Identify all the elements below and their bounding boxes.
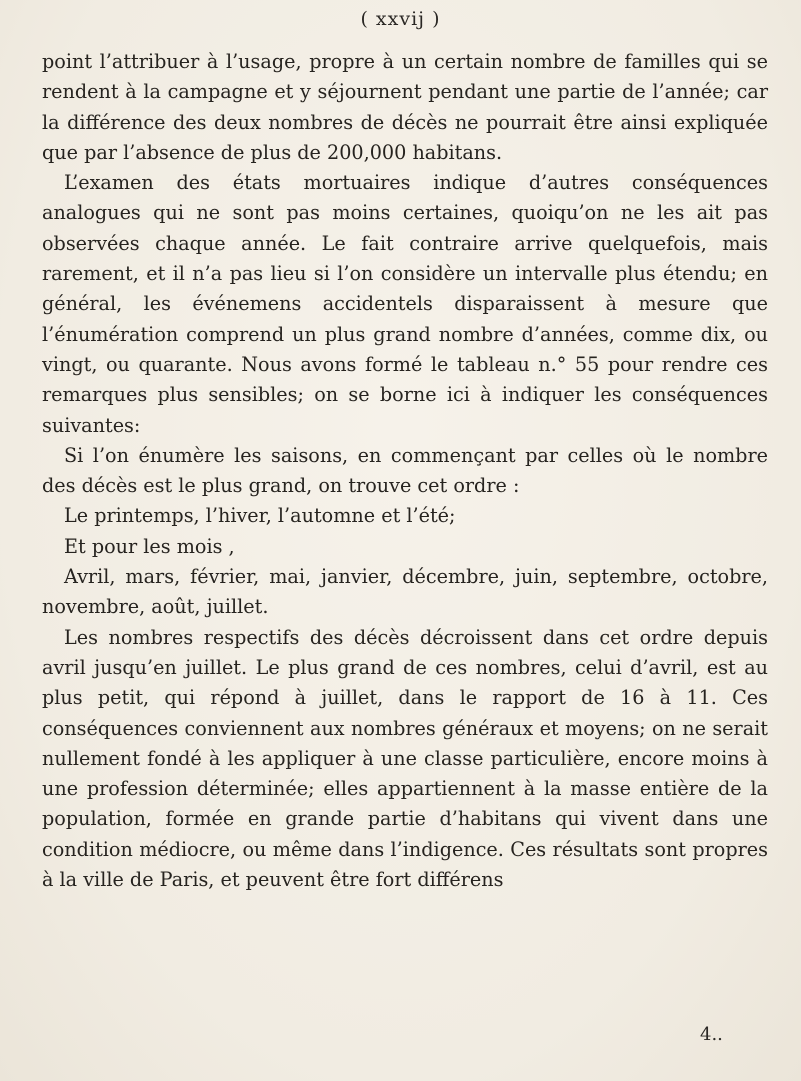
paragraph: Et pour les mois , <box>64 534 235 558</box>
body-text <box>42 47 768 895</box>
catchword: 4.. <box>700 1024 723 1045</box>
paragraph: Le printemps, l’hiver, l’automne et l’été; <box>64 504 456 528</box>
paragraph: L’examen des états mortuaires indique d’autres conséquences analogues qui ne sont pas moins certaines, quoiqu’on ne les ait pas observées chaque année. Le fait contraire arrive quelquefois, mais rarement, et il n’a pas lieu si l’on considère un intervalle plus étendu; en général, les événemens accidentels disparaissent à mesure que l’énumération comprend un plus grand nombre d’années, comme dix, ou vingt, ou quarante. Nous avons formé le tableau n.° 55 pour rendre ces remarques plus sensibles; on se borne ici à indiquer les conséquences suivantes: <box>42 171 768 437</box>
paragraph: Avril, mars, février, mai, janvier, décembre, juin, septembre, octobre, novembre, août, juillet. <box>42 565 768 619</box>
paragraph: Si l’on énumère les saisons, en commençant par celles où le nombre des décès est le plus grand, on trouve cet ordre : <box>42 443 768 498</box>
paragraph: point l’attribuer à l’usage, propre à un certain nombre de familles qui se rendent à la campagne et y séjournent pendant une partie de l’année; car la différence des deux nombres de décès ne pourrait être ainsi expliquée que par l’absence de plus de 200,000 habitans. <box>42 50 768 164</box>
page-header: ( xxvij ) <box>360 8 441 30</box>
paragraph: Les nombres respectifs des décès décroissent dans cet ordre depuis avril jusqu’en juillet. Le plus grand de ces nombres, celui d’avril, est au plus petit, qui répond à juillet, dans le rapport de 16 à 11. Ces conséquences conviennent aux nombres généraux et moyens; on ne serait nullement fondé à les appliquer à une classe particulière, encore moins à une profession déterminée; elles appartiennent à la masse entière de la population, formée en grande partie d’habitans qui vivent dans une condition médiocre, ou même dans l’indigence. Ces résultats sont propres à la ville de Paris, et peuvent être fort différens <box>42 625 768 892</box>
